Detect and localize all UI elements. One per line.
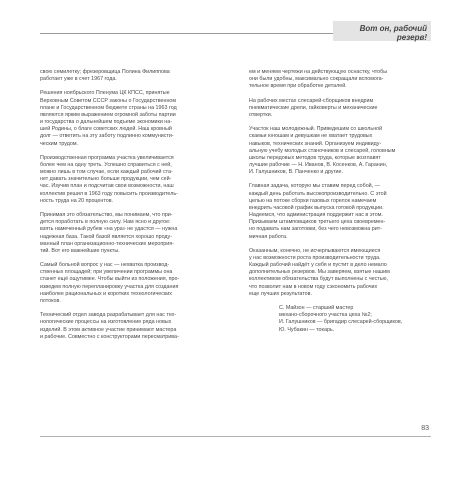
right-column	[249, 69, 431, 334]
paragraph: Решения ноябрьского Пленума ЦК КПСС, принятые Верховным Советом СССР законы о Государственном плане и Государственном бюджете страны на 1963 год являются ярким выражением огромной заботы партии и государства о дальнейшем подъеме экономики на- шей Родины, о благе советских людей. Наш кровный долг — ответить на эту заботу подлинно коммунисти- ческим трудом.	[40, 90, 177, 147]
left-column	[40, 69, 222, 348]
signature-line: И. Галушников — бригадир слесарей-сборщиков,	[279, 319, 403, 326]
running-header-title: Вот он, рабочий резерв!	[359, 24, 427, 42]
paragraph: Самый больной вопрос у нас — нехватка производ- ственных площадей; при увеличении программы она станет ещё ощутимее. Чтобы выйти из положения, про- изведем полную перепланировку участка для создания наиболее рациональных и коротких технологических потоков.	[40, 262, 180, 304]
signature-line: С. Майзон — старший мастер	[279, 305, 354, 312]
footer-rule	[40, 436, 431, 437]
paragraph: На рабочих местах слесарей-сборщиков внедрим пневматические дрели, гайковерты и механические отвертки.	[249, 97, 378, 118]
paragraph: Оказанным, конечно, не исчерпываются имеющиеся у нас возможности роста производительности труда. Каждый рабочий найдёт у себя и пустит в дело немало дополнительных резервов. Мы заверяем, взятые нашим коллективом обязательства будут выполнены с честью, что позволит нам в новом году сэкономить рабочих еще лучших результатов.	[249, 247, 390, 297]
paragraph: Технический отдел завода разрабатывает для нас тех- нологические процессы на изготовление ряда новых изделий. В этом активное участие принимают мастера и рабочие. Совместно с конструкторами пересматрива-	[40, 312, 179, 340]
signature-line: Ю. Чубакин — токарь.	[279, 326, 335, 333]
signature-block	[249, 305, 431, 334]
paragraph: ем и меняем чертежи на действующую оснастку, чтобы они были удобны, максимально сокращали вспомога- тельное время при обработке деталей.	[249, 69, 388, 90]
page-number: 83	[421, 425, 429, 432]
header-rule	[40, 33, 333, 34]
signature-line: механо-сборочного участка цеха №2;	[279, 312, 372, 319]
paragraph: Производственная программа участка увеличивается более чем на одну треть. Успешно справиться с ней, можно лишь в том случае, если каждый рабочий ста- нет давать значительно больше продукции, чем сей- час. Изучив план и подсчитав свои возможности, наш коллектив решил в 1963 году повысить производитель- ность труда на 20 процентов.	[40, 154, 178, 204]
paragraph: Участок наш молодежный. Приведешим со школьной скамьи юношам и девушкам не хватает трудовых навыков, технических знаний. Организуем индивиду- альную учебу молодых станочников и слесарей, головным школы передовых методов труда, которые возглавят лучшие рабочие — Н. Иванов, В. Косенков, А. Гаранин, И. Галушников, В. Панченко и другие.	[249, 126, 396, 176]
paragraph: свою семилетку; фрезеровщица Полина Филиппова работает уже в счет 1967 года.	[40, 69, 170, 83]
paragraph: Принимая это обязательство, мы понимаем, что при- дется поработать в полную силу. Нам ясно и другое: взять намеченный рубеж «на ура» не удастся — нужна надежная база. Такой базой является хорошо проду- манный план организационно-технических мероприя- тий. Вот его важнейшие пункты.	[40, 212, 178, 254]
paragraph: Главная задача, которую мы ставим перед собой, — каждый день работать высокопроизводительно. С этой целью на потоке сборки газовых горелок намечаем внедрить часовой график выпуска готовой продукции. Надеемся, что администрация поддержит нас в этом. Призываем штамповщиков третьего цеха своевремен- но подавать нам заготовки, без чего невозможна рит- мичная работа.	[249, 183, 387, 240]
